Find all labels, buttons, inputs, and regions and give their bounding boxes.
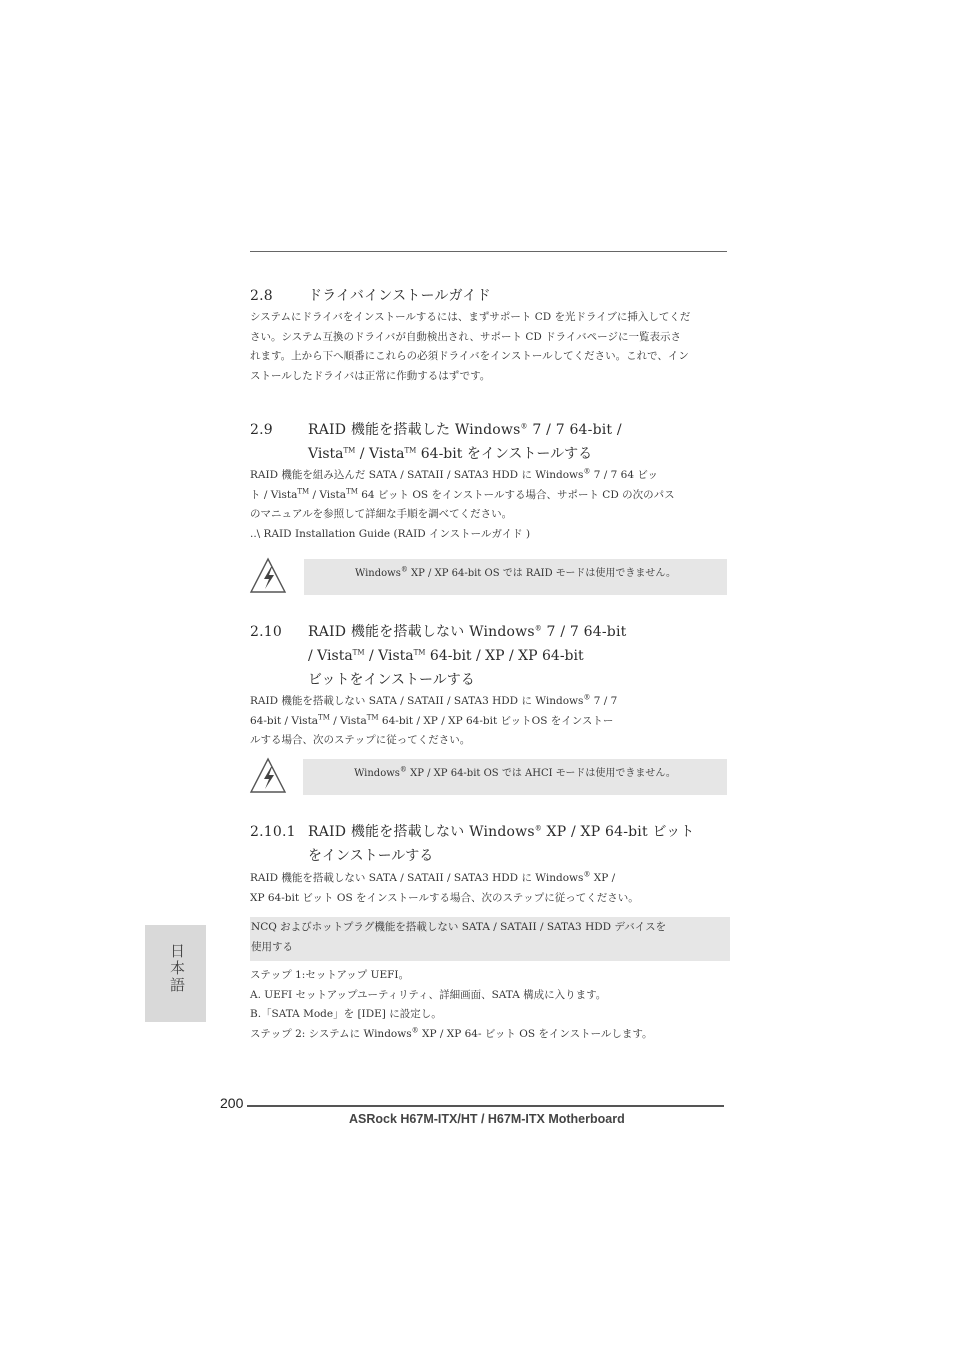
paragraph-line: のマニュアルを参照して詳細な手順を調べてください。 [250,508,513,520]
registered-mark: ® [520,422,528,431]
section-2-10-1-body [250,869,728,908]
section-2-9-body [250,466,728,544]
note-text [303,759,727,781]
paragraph-line: 使用する [251,940,293,953]
step-line: A. UEFI セットアップユーティリティ、詳細画面、SATA 構成に入ります。 [250,988,607,1001]
registered-mark: ® [534,824,542,833]
section-title-part: 64-bit をインストールする [416,446,593,462]
text-part: 7 / 7 [590,695,618,707]
text-part: / Vista [309,488,347,501]
section-title-part: RAID 機能を搭載した Windows [308,422,521,438]
paragraph-line: ストールしたドライバは正常に作動するはずです。 [250,369,491,382]
section-number: 2.8 [250,288,273,304]
text-part: RAID 機能を組み込んだ SATA / SATAII / SATA3 HDD に Windows [250,469,584,481]
section-2-10-1-heading [250,820,695,844]
section-2-10-body [250,692,728,751]
section-title-part: ビットをインストールする [308,672,475,688]
trademark-mark: TM [318,713,330,721]
text-part: 64-bit / XP / XP 64-bit ビットOS をインストー [378,714,614,727]
step-line: B.「SATA Mode」を [IDE] に設定し。 [250,1008,442,1020]
text-part: / Vista [329,714,367,727]
header-rule [250,251,727,252]
section-2-10-heading-cont [308,644,584,668]
section-2-9-heading [250,418,622,442]
registered-mark: ® [399,765,407,774]
note-text [304,559,727,581]
footer-product: ASRock H67M-ITX/HT / H67M-ITX Motherboard [349,1112,625,1126]
section-2-10-1-heading-cont [308,844,433,868]
text-part: XP / XP 64-bit OS では RAID モードは使用できません。 [407,568,677,579]
paragraph-line: ..\ RAID Installation Guide (RAID インストールガイド ) [250,527,531,540]
trademark-mark: TM [366,713,379,721]
section-title-part: をインストールする [308,848,434,864]
page-number: 200 [220,1095,244,1111]
note-box [303,759,727,795]
registered-mark: ® [583,467,591,476]
language-side-tab [145,925,206,1022]
section-number: 2.10.1 [250,824,296,840]
paragraph-line [250,712,728,732]
language-label: 日本語 [168,943,186,994]
paragraph-line [250,869,728,889]
step-line [250,1025,728,1045]
requirement-text [250,917,729,957]
section-title-part: / Vista [364,648,414,664]
registered-mark: ® [411,1026,419,1034]
section-title: ドライバインストールガイド [308,288,491,304]
paragraph-line: システムにドライバをインストールするには、まずサポート CD を光ドライブに挿入してくだ [250,311,691,323]
section-title-part: 7 / 7 64-bit / [527,422,622,438]
steps-list [250,966,728,1044]
registered-mark: ® [583,693,591,702]
section-number: 2.9 [250,422,273,438]
text-part: XP / [590,872,616,884]
registered-mark: ® [400,565,408,574]
section-title-part: 64-bit / XP / XP 64-bit [425,648,584,664]
trademark-mark: TM [297,487,310,495]
trademark-mark: TM [343,446,356,455]
step-line: ステップ 1:セットアップ UEFI。 [250,969,410,981]
trademark-mark: TM [352,648,365,657]
text-part: ト / Vista [250,488,298,501]
registered-mark: ® [583,870,591,879]
text-part: Windows [354,768,400,779]
section-title-part: XP / XP 64-bit ビット [541,824,695,840]
registered-mark: ® [534,624,542,633]
paragraph-line [250,486,728,506]
text-part: 7 / 7 64 ビッ [590,469,658,481]
paragraph-line [250,692,728,712]
trademark-mark: TM [404,446,417,455]
paragraph-line: XP 64-bit ビット OS をインストールする場合、次のステップに従ってください。 [250,891,639,904]
paragraph-line: さい。システム互換のドライバが自動検出され、サポート CD ドライバページに一覧表示さ [250,330,681,343]
paragraph-line: NCQ およびホットプラグ機能を搭載しない SATA / SATAII / SATA3 HDD デバイスを [251,921,667,933]
footer-rule [247,1105,724,1107]
section-2-10-heading-cont2 [308,668,475,692]
paragraph-line [250,466,728,486]
section-title-part: Vista [308,446,344,462]
section-2-9-heading-cont [308,442,592,466]
text-part: RAID 機能を搭載しない SATA / SATAII / SATA3 HDD に Windows [250,695,584,707]
text-part: XP / XP 64-bit OS では AHCI モードは使用できません。 [406,768,676,779]
section-2-8-body [250,308,728,386]
text-part: XP / XP 64- ビット OS をインストールします。 [418,1027,653,1040]
text-part: Windows [354,568,401,579]
text-part: ステップ 2: システムに Windows [250,1027,412,1040]
warning-icon [249,757,287,795]
warning-icon [249,557,287,595]
text-part: 64-bit / Vista [250,714,319,727]
text-part: RAID 機能を搭載しない SATA / SATAII / SATA3 HDD に Windows [250,872,584,884]
note-box [304,559,727,595]
trademark-mark: TM [413,648,426,657]
trademark-mark: TM [346,487,358,495]
text-part: 64 ビット OS をインストールする場合、サポート CD の次のパス [357,488,675,501]
paragraph-line: ルする場合、次のステップに従ってください。 [250,734,471,746]
paragraph-line: れます。上から下へ順番にこれらの必須ドライバをインストールしてください。これで、イン [250,350,689,362]
section-2-10-heading [250,620,626,644]
section-title-part: RAID 機能を搭載しない Windows [308,824,535,840]
requirement-box [250,917,730,961]
section-title-part: / Vista [355,446,405,462]
section-title-part: RAID 機能を搭載しない Windows [308,624,535,640]
section-2-8-heading [250,284,491,308]
section-number: 2.10 [250,624,282,640]
section-title-part: / Vista [308,648,353,664]
section-title-part: 7 / 7 64-bit [541,624,627,640]
